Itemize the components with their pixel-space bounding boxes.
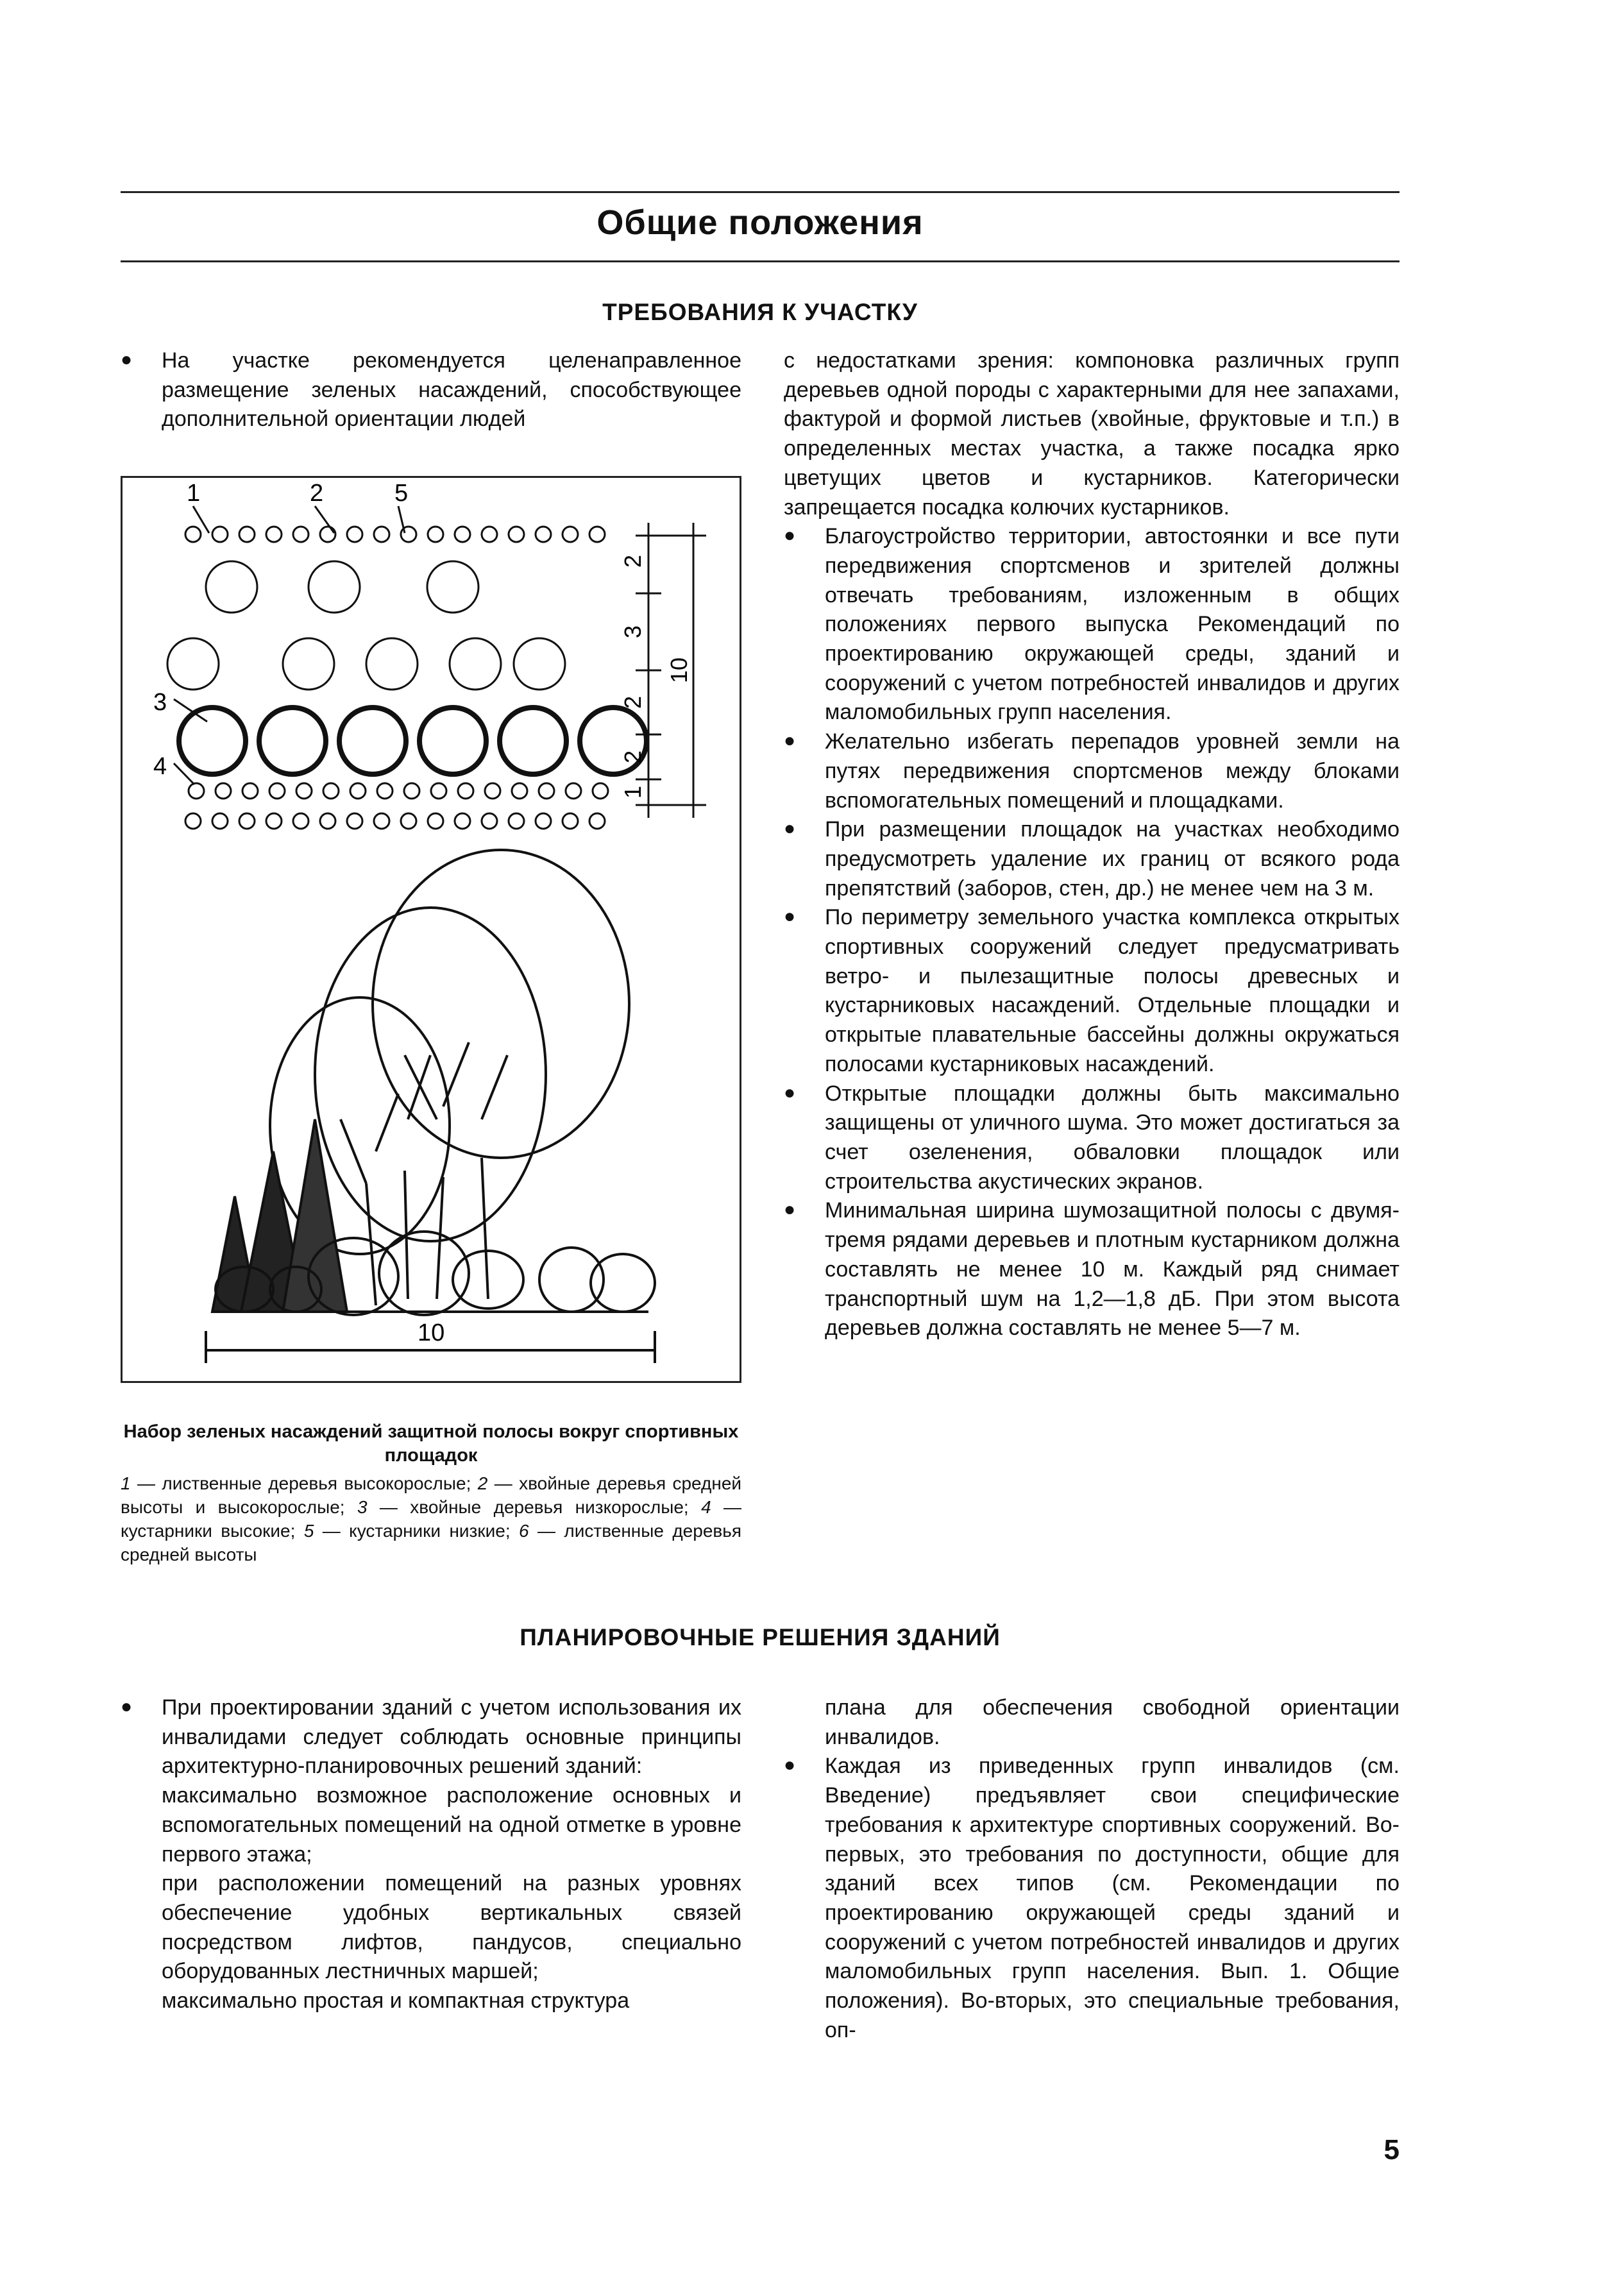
legend-item: 4 — кустарники высокие; — [121, 1497, 742, 1541]
legend-item: 6 — лиственные деревья средней высоты — [121, 1521, 742, 1564]
plant-symbol — [482, 813, 497, 829]
plant-symbol — [216, 783, 231, 799]
plant-symbol — [374, 813, 389, 829]
bullet-paragraph: ● При размещении площадок на участках необходимо предусмотреть удаление их границ от всякого рода препятствий (заборов, стен, др.) не менее чем на 3 м. — [784, 815, 1400, 903]
plant-symbol — [431, 783, 446, 799]
plant-symbol — [458, 783, 473, 799]
dim-label: 2 — [620, 750, 646, 763]
bullet-paragraph: ● Открытые площадки должны быть максимально защищены от уличного шума. Это может достигаться за счет озеленения, обваловки площадок или строительства акустических экранов. — [784, 1080, 1400, 1197]
plant-symbol — [482, 527, 497, 542]
plant-symbol — [320, 527, 335, 542]
top-rule — [121, 191, 1400, 193]
continuation-paragraph: плана для обеспечения свободной ориентации инвалидов. — [825, 1695, 1400, 1749]
plant-symbol — [566, 783, 581, 799]
plant-symbol — [266, 813, 282, 829]
bullet-paragraph: ● Благоустройство территории, автостоянки и все пути передвижения спортсменов и зрителей должны отвечать требованиям, изложенным в общих положениях первого выпуска Рекомендаций по проектированию окружающей среды, зданий и сооружений с учетом потребностей инвалидов и других маломобильных групп населения. — [784, 522, 1400, 727]
plant-symbol — [293, 527, 309, 542]
figure-caption-title: Набор зеленых насаждений защитной полосы вокруг спортивных площадок — [123, 1421, 739, 1466]
plan-label: 5 — [394, 480, 409, 507]
legend-item: 1 — лиственные деревья высокорослые; — [121, 1473, 471, 1493]
section-heading-site: ТРЕБОВАНИЯ К УЧАСТКУ — [602, 299, 918, 325]
figure-legend — [121, 1471, 741, 1566]
continuation-paragraph: с недостатками зрения: компоновка различных групп деревьев одной породы с характерными для нее запахами, фактурой и формой листьев (хвойные, фруктовые и т.п.) в определенных местах участка, а также посадка ярко цветущих цветов и кустарников. Категорически запрещается посадка колючих кустарников. — [784, 348, 1400, 520]
plant-symbol — [401, 813, 416, 829]
plant-symbol — [374, 527, 389, 542]
left-column-planning — [121, 1693, 741, 2016]
bullet-paragraph: ● При проектировании зданий с учетом использования их инвалидами следует соблюдать основные принципы архитектурно-планировочных решений зданий: — [121, 1693, 741, 1781]
plant-symbol — [509, 527, 524, 542]
plant-symbol — [512, 783, 527, 799]
plant-symbol — [450, 638, 501, 690]
plant-symbol — [179, 708, 246, 774]
plant-symbol — [428, 527, 443, 542]
plant-symbol — [185, 813, 201, 829]
plant-symbol — [485, 783, 500, 799]
plant-symbol — [377, 783, 393, 799]
plant-symbol — [242, 783, 258, 799]
plant-symbol — [562, 527, 578, 542]
page-number: 5 — [1383, 2134, 1400, 2166]
left-intro — [121, 346, 741, 434]
plant-symbol — [283, 638, 334, 690]
plant-symbol — [580, 708, 647, 774]
principle-line: максимально простая и компактная структура — [162, 1988, 630, 2013]
bullet-paragraph: ● По периметру земельного участка комплекса открытых спортивных сооружений следует предусматривать ветро- и пылезащитные полосы древесных и кустарниковых насаждений. Отдельные площадки и открытые плавательные бассейны должны окружаться полосами кустарниковых насаждений. — [784, 903, 1400, 1079]
page-title: Общие положения — [596, 203, 924, 242]
bullet-paragraph: ● Каждая из приведенных групп инвалидов (см. Введение) предъявляет свои специфические требования к архитектуре спортивных сооружений. Во-первых, это требования по доступности, общие для зданий всех типов (см. Рекомендации по проектированию окружающей среды зданий и сооружений с учетом потребностей инвалидов и других маломобильных групп населения. Вып. 1. Общие положения). Во-вторых, это специальные требования, оп- — [784, 1752, 1400, 2045]
plant-symbol — [167, 638, 219, 690]
principle-line: максимально возможное расположение основных и вспомогательных помещений на одной отметке в уровне первого этажа; — [162, 1783, 741, 1867]
plan-label: 2 — [310, 480, 324, 507]
plant-symbol — [404, 783, 419, 799]
section-heading-planning: ПЛАНИРОВОЧНЫЕ РЕШЕНИЯ ЗДАНИЙ — [520, 1624, 1001, 1650]
section-view — [206, 850, 655, 1363]
dim-label: 1 — [620, 785, 646, 799]
dim-label: 2 — [620, 695, 646, 709]
legend-item: 5 — кустарники низкие; — [303, 1521, 511, 1541]
plant-symbol — [589, 527, 605, 542]
plan-label: 1 — [187, 480, 201, 507]
plant-symbol — [589, 813, 605, 829]
plant-symbol — [239, 813, 255, 829]
title-rule — [121, 260, 1400, 262]
section-dim-label: 10 — [418, 1319, 445, 1346]
dim-label: 2 — [620, 554, 646, 568]
plant-symbol — [309, 561, 360, 613]
plant-symbol — [239, 527, 255, 542]
plant-symbol — [212, 813, 228, 829]
plant-symbol — [514, 638, 565, 690]
plant-symbol — [509, 813, 524, 829]
plant-symbol — [296, 783, 312, 799]
plant-symbol — [455, 527, 470, 542]
plant-symbol — [339, 708, 406, 774]
right-column-site — [784, 346, 1400, 1343]
plant-symbol — [320, 813, 335, 829]
bullet-paragraph: ● На участке рекомендуется целенаправленное размещение зеленых насаждений, способствующее дополнительной ориентации людей — [121, 346, 741, 434]
plant-symbol — [419, 708, 486, 774]
dim-label: 3 — [620, 625, 646, 638]
plant-symbol — [593, 783, 608, 799]
plant-symbol — [536, 813, 551, 829]
plant-symbol — [428, 813, 443, 829]
plant-symbol — [455, 813, 470, 829]
plant-symbol — [212, 527, 228, 542]
plant-symbol — [347, 527, 362, 542]
legend-item: 3 — хвойные деревья низкорослые; — [357, 1497, 689, 1517]
bullet-paragraph: ● Желательно избегать перепадов уровней земли на путях передвижения спортсменов между блоками вспомогательных помещений и площадками. — [784, 727, 1400, 815]
plant-symbol — [185, 527, 201, 542]
plant-symbol — [293, 813, 309, 829]
plant-symbol — [536, 527, 551, 542]
principle-line: при расположении помещений на разных уровнях обеспечение удобных вертикальных связей посредством лифтов, пандусов, специально оборудованных лестничных маршей; — [162, 1871, 741, 1984]
right-column-planning — [784, 1693, 1400, 2045]
green-belt-figure — [121, 476, 741, 1383]
plan-label: 3 — [153, 689, 167, 716]
plant-symbol — [500, 708, 566, 774]
plan-view — [174, 506, 706, 829]
plant-symbol — [259, 708, 326, 774]
legend-item: 2 — хвойные деревья средней высоты и высокорослые; — [121, 1473, 742, 1517]
plant-symbol — [266, 527, 282, 542]
bullet-paragraph: ● Минимальная ширина шумозащитной полосы с двумя-тремя рядами деревьев и плотным кустарником должна составлять не менее 10 м. Каждый ряд снимает транспортный шум на 1,2—1,8 дБ. При этом высота деревьев должна составлять не менее 5—7 м. — [784, 1196, 1400, 1343]
dim-label: 10 — [666, 657, 692, 683]
plant-symbol — [189, 783, 204, 799]
plant-symbol — [206, 561, 257, 613]
plant-symbol — [350, 783, 366, 799]
plant-symbol — [539, 783, 554, 799]
plan-and-section-drawing — [123, 478, 740, 1381]
plant-symbol — [323, 783, 339, 799]
plant-symbol — [366, 638, 418, 690]
plant-symbol — [347, 813, 362, 829]
plant-symbol — [562, 813, 578, 829]
plant-symbol — [427, 561, 478, 613]
plant-symbol — [269, 783, 285, 799]
plan-label: 4 — [153, 753, 167, 780]
